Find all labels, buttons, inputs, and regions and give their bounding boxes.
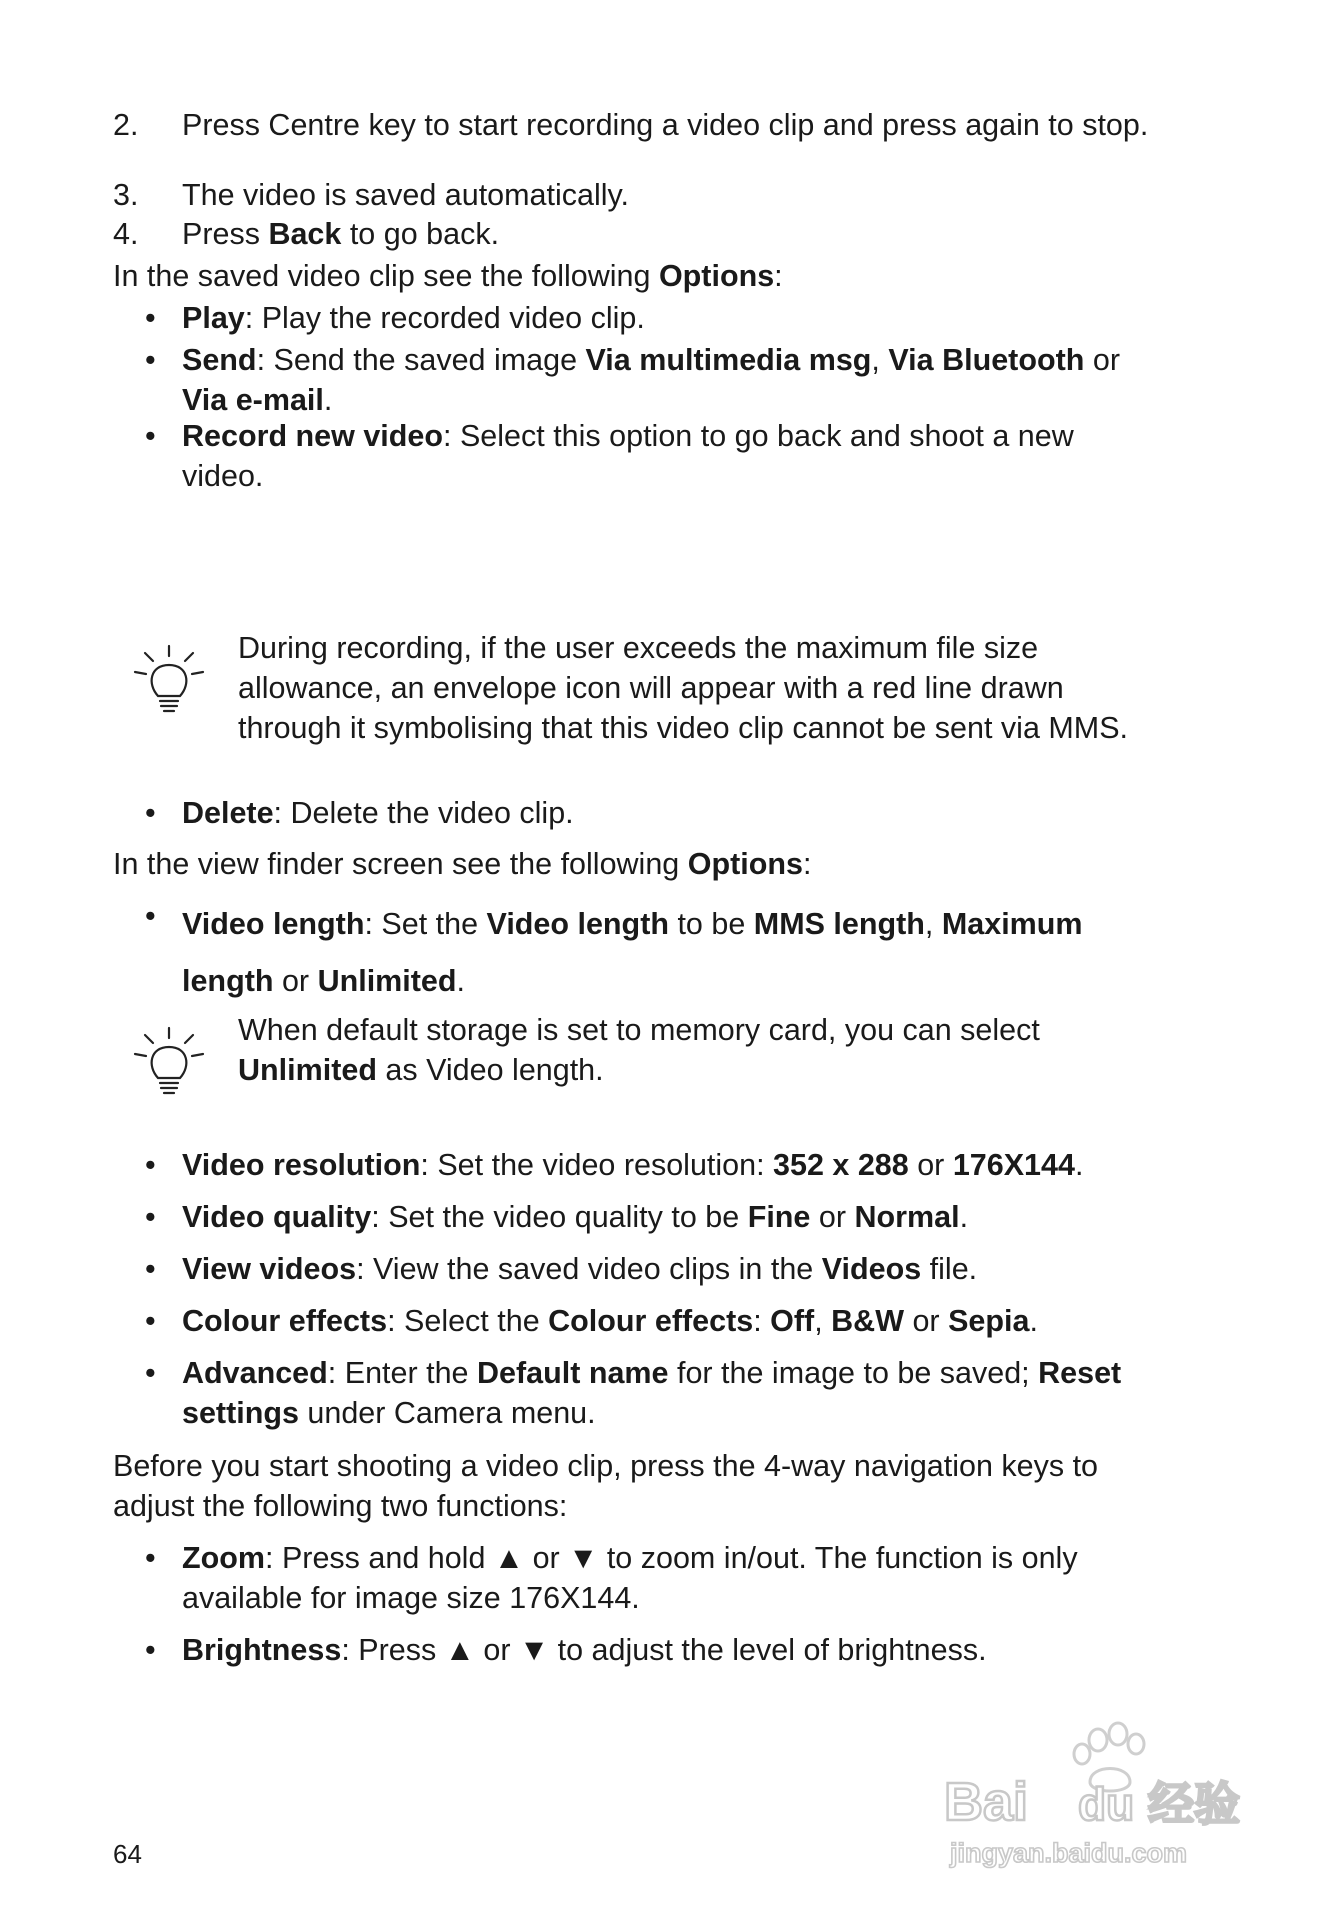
option-view-videos: View videos: View the saved video clips in the Videos file.	[182, 1252, 978, 1286]
step-text: Press Back to go back.	[182, 217, 500, 251]
step-text: Press Centre key to start recording a video clip and press again to stop.	[182, 108, 1149, 142]
bullet: •	[145, 1541, 156, 1575]
watermark-brand-du: du	[1078, 1778, 1135, 1830]
watermark-url: jingyan.baidu.com	[950, 1838, 1188, 1868]
step-number: 4.	[113, 217, 139, 251]
bullet: •	[145, 343, 156, 377]
tip-note-storage: When default storage is set to memory card, you can select Unlimited as Video length.	[238, 1013, 1040, 1087]
option-play: Play: Play the recorded video clip.	[182, 301, 645, 335]
saved-options-intro: In the saved video clip see the following Options:	[113, 259, 783, 293]
bullet: •	[145, 301, 156, 335]
option-colour-effects: Colour effects: Select the Colour effects: Off, B&W or Sepia.	[182, 1304, 1038, 1338]
option-video-quality: Video quality: Set the video quality to be Fine or Normal.	[182, 1200, 969, 1234]
lightbulb-tip-icon	[133, 1026, 205, 1098]
function-zoom: Zoom: Press and hold ▲ or ▼ to zoom in/out. The function is only available for image size 176X144.	[182, 1541, 1078, 1615]
option-send: Send: Send the saved image Via multimedia msg, Via Bluetooth or Via e-mail.	[182, 343, 1120, 417]
bullet: •	[145, 1304, 156, 1338]
bullet: •	[145, 419, 156, 453]
bullet: •	[145, 1148, 156, 1182]
before-shooting-intro: Before you start shooting a video clip, press the 4-way navigation keys to adjust the following two functions:	[113, 1449, 1099, 1523]
up-arrow-icon: ▲	[493, 1541, 525, 1575]
bullet: •	[145, 1356, 156, 1390]
function-brightness: Brightness: Press ▲ or ▼ to adjust the level of brightness.	[182, 1633, 987, 1667]
bullet: •	[145, 1252, 156, 1286]
option-record-new-video: Record new video: Select this option to go back and shoot a new video.	[182, 419, 1074, 493]
option-advanced: Advanced: Enter the Default name for the image to be saved; Reset settings under Camera menu.	[182, 1356, 1122, 1430]
down-arrow-icon: ▼	[568, 1541, 599, 1575]
up-arrow-icon: ▲	[444, 1633, 475, 1667]
page-number: 64	[113, 1839, 142, 1869]
tip-note-recording: During recording, if the user exceeds the maximum file size allowance, an envelope icon will appear with a red line drawn through it symbolising that this video clip cannot be sent via MMS.	[238, 631, 1129, 745]
option-delete: Delete: Delete the video clip.	[182, 796, 574, 830]
baidu-watermark-logo	[940, 1720, 1260, 1870]
finder-options-intro: In the view finder screen see the following Options:	[113, 847, 812, 881]
bullet: •	[145, 899, 156, 933]
lightbulb-tip-icon	[133, 644, 205, 716]
watermark-brand: Bai	[944, 1772, 1029, 1832]
bullet: •	[145, 796, 156, 830]
watermark-cn: 经验	[1148, 1777, 1240, 1831]
step-number: 2.	[113, 108, 139, 142]
option-video-resolution: Video resolution: Set the video resolution: 352 x 288 or 176X144.	[182, 1148, 1084, 1182]
down-arrow-icon: ▼	[518, 1633, 550, 1667]
bullet: •	[145, 1200, 156, 1234]
step-text: The video is saved automatically.	[182, 178, 629, 212]
step-number: 3.	[113, 178, 139, 212]
bullet: •	[145, 1633, 156, 1667]
option-video-length: Video length: Set the Video length to be MMS length, Maximum length or Unlimited.	[182, 907, 1083, 998]
